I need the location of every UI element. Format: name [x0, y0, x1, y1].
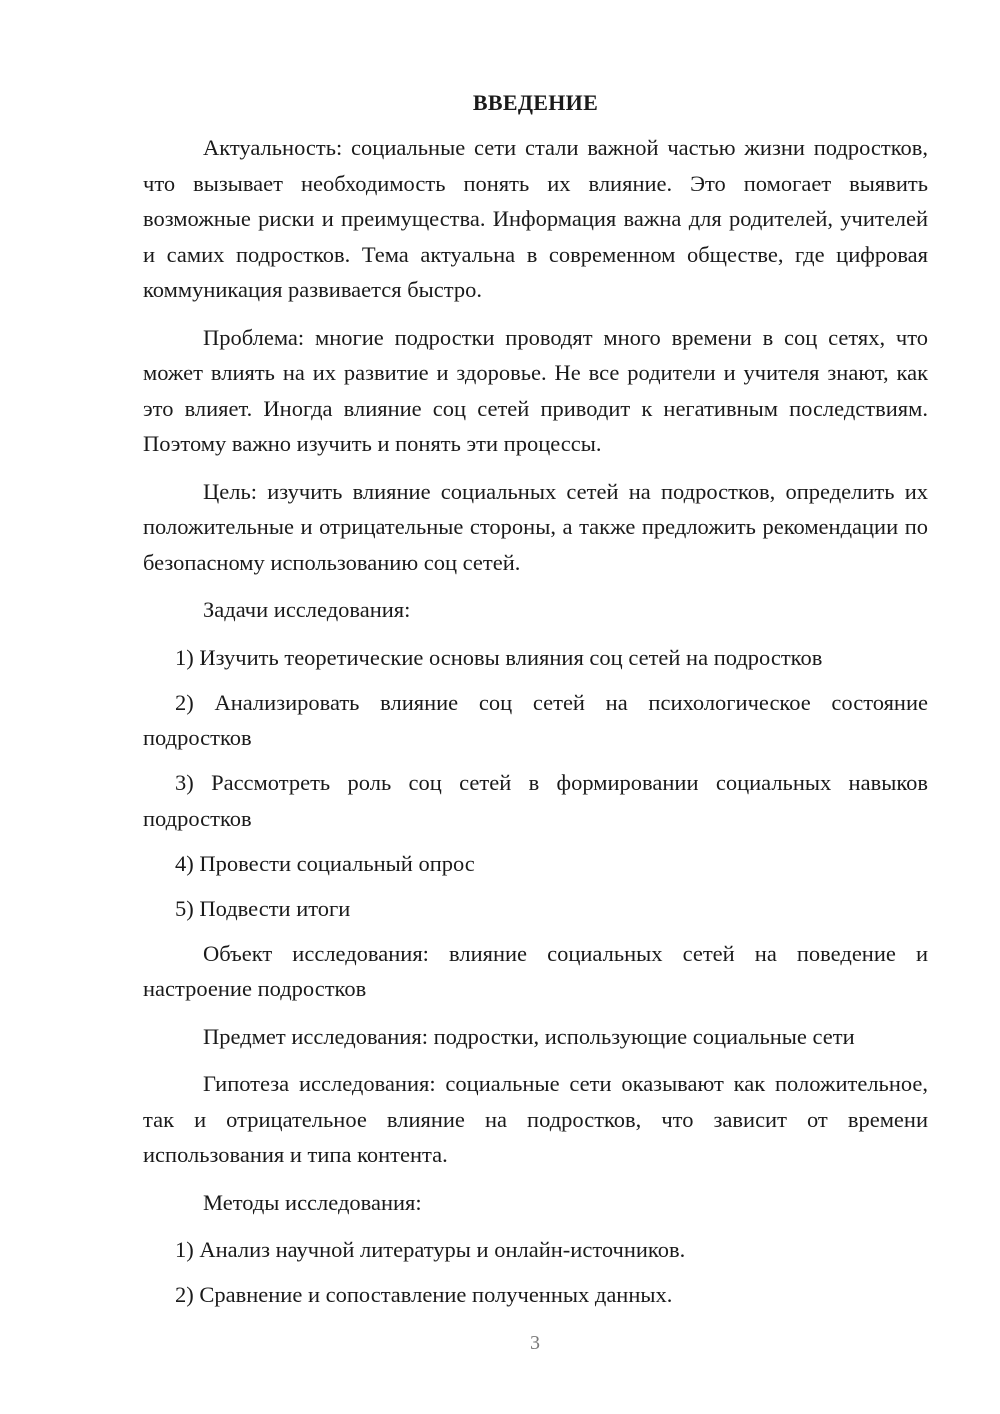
- paragraph-object: Объект исследования: влияние социальных сетей на поведение и настроение подростков: [143, 940, 928, 1001]
- methods-heading: Методы исследования:: [203, 1189, 422, 1215]
- task-item: 5) Подвести итоги: [175, 895, 351, 921]
- page-number: 3: [530, 1332, 540, 1354]
- task-item: 1) Изучить теоретические основы влияния соц сетей на подростков: [175, 644, 823, 670]
- task-item: 2) Анализировать влияние соц сетей на психологическое состояние подростков: [143, 689, 928, 750]
- paragraph-subject: Предмет исследования: подростки, использующие социальные сети: [203, 1023, 855, 1049]
- paragraph-problem: Проблема: многие подростки проводят много времени в соц сетях, что может влиять на их развитие и здоровье. Не все родители и учителя знают, как это влияет. Иногда влияние соц сетей приводит к негативным последствиям. Поэтому важно изучить и понять эти процессы.: [143, 324, 928, 456]
- paragraph-goal: Цель: изучить влияние социальных сетей на подростков, определить их положительные и отрицательные стороны, а также предложить рекомендации по безопасному использованию соц сетей.: [143, 478, 928, 575]
- page-title: ВВЕДЕНИЕ: [472, 90, 599, 115]
- paragraph-relevance: Актуальность: социальные сети стали важной частью жизни подростков, что вызывает необходимость понять их влияние. Это помогает выявить возможные риски и преимущества. Информация важна для родителей, учителей и самих подростков. Тема актуальна в современном обществе, где цифровая коммуникация развивается быстро.: [143, 135, 928, 302]
- task-item: 3) Рассмотреть роль соц сетей в формировании социальных навыков подростков: [143, 770, 928, 831]
- tasks-heading: Задачи исследования:: [203, 597, 411, 622]
- method-item: 2) Сравнение и сопоставление полученных данных.: [175, 1282, 673, 1307]
- method-item: 1) Анализ научной литературы и онлайн-источников.: [175, 1237, 686, 1262]
- paragraph-hypothesis: Гипотеза исследования: социальные сети оказывают как положительное, так и отрицательное влияние на подростков, что зависит от времени использования и типа контента.: [143, 1071, 928, 1167]
- task-item: 4) Провести социальный опрос: [175, 850, 475, 876]
- document-page: [143, 88, 928, 1322]
